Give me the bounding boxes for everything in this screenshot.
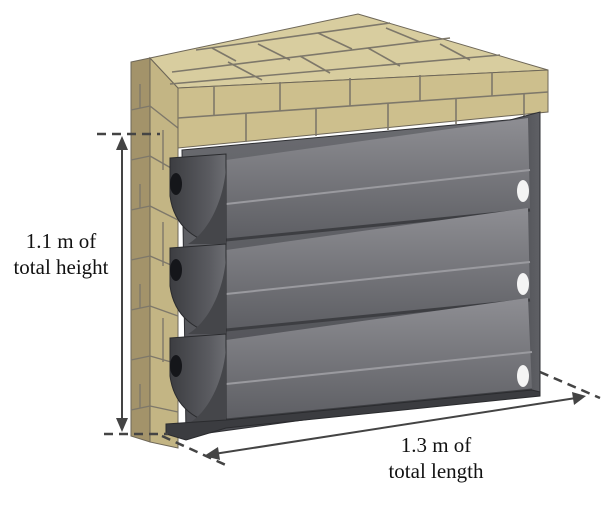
drain-hole-right [517, 365, 529, 387]
drain-hole-right [517, 273, 529, 295]
height-label-line2: total height [13, 255, 109, 279]
arrowhead-right [572, 392, 586, 405]
arrowhead-left [204, 447, 220, 460]
length-label [370, 432, 502, 484]
drain-hole-left [170, 355, 182, 377]
drain-hole-left [170, 259, 182, 281]
arrowhead-down [116, 418, 128, 432]
arrowhead-up [116, 136, 128, 150]
drain-hole-left [170, 173, 182, 195]
drain-hole-right [517, 180, 529, 202]
height-label [2, 228, 120, 280]
height-label-line1: 1.1 m of [25, 229, 97, 253]
length-label-line2: total length [388, 459, 484, 483]
length-label-line1: 1.3 m of [400, 433, 472, 457]
planter-unit [166, 112, 540, 440]
